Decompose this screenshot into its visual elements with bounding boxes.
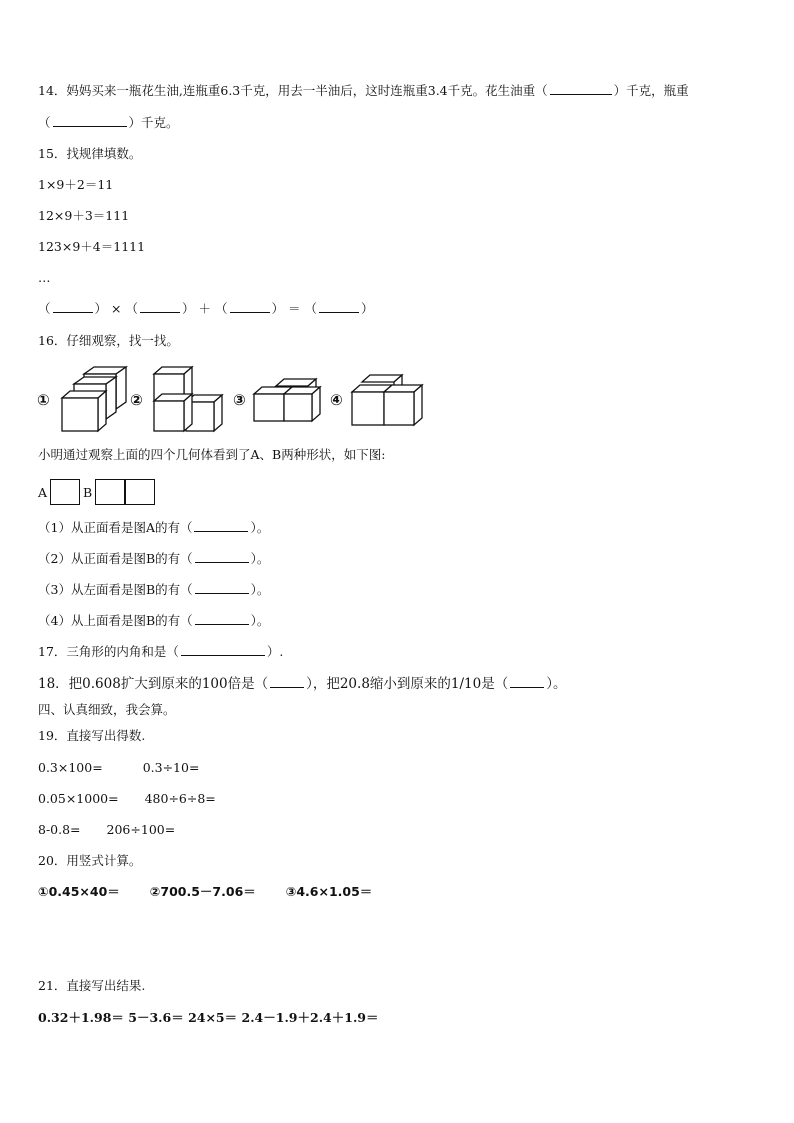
q16-desc: 小明通过观察上面的四个几何体看到了A、B两种形状，如下图: (38, 447, 386, 462)
paren-open: （ (215, 301, 228, 316)
q16-item-3-end: ）。 (250, 582, 270, 597)
q15-blank-2[interactable] (140, 300, 180, 313)
q21-title: 21．直接写出结果. (38, 978, 146, 993)
q16-item-4 (38, 612, 269, 630)
q18-blank-2[interactable] (510, 675, 544, 688)
q14-blank-oil[interactable] (550, 82, 612, 95)
cube-figures-diagram (36, 362, 436, 434)
q19-problem: 0.05×1000= (38, 791, 119, 806)
paren-close: ） (94, 301, 108, 316)
q15-blank-3[interactable] (230, 300, 270, 313)
q20-problem-1: ①0.45×40＝ (38, 884, 120, 899)
q17-text: 17．三角形的内角和是（ (38, 644, 179, 659)
q16-item-1-end: ）。 (250, 520, 270, 535)
q18-text-a: 18．把0.608扩大到原来的100倍是（ (38, 676, 269, 692)
shape-b-label: B (83, 485, 93, 500)
q16-item-4-end: ）。 (250, 613, 270, 628)
q16-figures (36, 362, 436, 438)
q18-text-b: ），把20.8缩小到原来的1/10是（ (306, 676, 509, 692)
q18 (38, 675, 566, 693)
plus-sign: ＋ (198, 301, 212, 316)
figure-label-3: ③ (233, 391, 246, 409)
q15-dots: … (38, 270, 51, 285)
q21-problems (38, 1009, 379, 1027)
q19-problem: 8-0.8= (38, 822, 81, 837)
q14-text-b: ）千克，瓶重 (613, 83, 689, 98)
q18-blank-1[interactable] (270, 675, 304, 688)
q16-title: 16．仔细观察，找一找。 (38, 333, 179, 348)
q16-item-2-text: （2）从正面看是图B的有（ (38, 551, 193, 566)
q20-title: 20．用竖式计算。 (38, 853, 142, 868)
paren-close: ） (271, 301, 285, 316)
q19-title: 19．直接写出得数. (38, 728, 146, 743)
q14-line2 (38, 114, 179, 132)
q16-item-1-text: （1）从正面看是图A的有（ (38, 520, 193, 535)
q21-problem-2: 5－3.6＝ (128, 1010, 184, 1025)
q19-problem: 0.3×100= (38, 760, 103, 775)
q16-blank-4[interactable] (195, 612, 249, 625)
figure-3-cubes (254, 379, 320, 421)
q17-blank[interactable] (181, 643, 265, 656)
figure-label-4: ④ (330, 391, 343, 409)
q20-problem-2: ②700.5－7.06＝ (149, 884, 256, 899)
q15-blank-1[interactable] (53, 300, 93, 313)
q20-problem-3: ③4.6×1.05＝ (285, 884, 373, 899)
paren-open: （ (38, 301, 51, 316)
q17 (38, 643, 283, 661)
shape-b-square-right (125, 479, 155, 505)
q21-problem-1: 0.32＋1.98＝ (38, 1010, 124, 1025)
q16-item-1 (38, 519, 269, 537)
q15-eq2: 12×9＋3＝111 (38, 208, 130, 223)
figure-4-cubes (352, 375, 422, 425)
q16-item-3 (38, 581, 269, 599)
q15-blank-4[interactable] (319, 300, 359, 313)
q16-item-3-text: （3）从左面看是图B的有（ (38, 582, 193, 597)
q19-problem: 206÷100= (106, 822, 176, 837)
q19-problem: 480÷6÷8= (144, 791, 216, 806)
shape-a-square (50, 479, 80, 505)
q15-title: 15．找规律填数。 (38, 146, 142, 161)
q19-row-3 (38, 821, 175, 839)
q14-text-d: ）千克。 (128, 115, 179, 130)
q14-text-a: 14．妈妈买来一瓶花生油,连瓶重6.3千克，用去一半油后，这时连瓶重3.4千克。花生油重（ (38, 83, 548, 98)
q21-problem-4: 2.4－1.9＋2.4＋1.9＝ (241, 1010, 379, 1025)
q14-line1 (38, 82, 689, 100)
q19-row-2 (38, 790, 216, 808)
q16-item-4-text: （4）从上面看是图B的有（ (38, 613, 193, 628)
figure-2-cubes (154, 367, 222, 431)
q16-item-2-end: ）。 (250, 551, 270, 566)
times-sign: × (111, 301, 122, 316)
q19-problem: 0.3÷10= (142, 760, 200, 775)
q16-blank-2[interactable] (195, 550, 249, 563)
q14-blank-bottle[interactable] (53, 114, 127, 127)
shape-b-square-left (95, 479, 125, 505)
q16-item-2 (38, 550, 269, 568)
q15-pattern-blanks (38, 300, 374, 318)
paren-close: ） (182, 301, 195, 316)
section-4-heading: 四、认真细致，我会算。 (38, 702, 176, 717)
q19-row-1 (38, 759, 199, 777)
figure-label-2: ② (130, 391, 143, 409)
paren-open: （ (125, 301, 138, 316)
q20-problems (38, 883, 372, 901)
q21-problem-3: 24×5＝ (188, 1010, 238, 1025)
paren-close: ） (361, 301, 374, 316)
q16-blank-3[interactable] (195, 581, 249, 594)
paren-open: （ (304, 301, 318, 316)
equals-sign: ＝ (288, 301, 301, 316)
figure-1-cubes (62, 367, 126, 431)
shape-a-label: A (38, 485, 48, 500)
q18-text-c: ）。 (546, 676, 567, 692)
q17-end: ）. (266, 644, 284, 659)
figure-label-1: ① (37, 391, 50, 409)
q14-text-c: （ (38, 115, 51, 130)
q16-blank-1[interactable] (194, 519, 248, 532)
q15-eq1: 1×9＋2＝11 (38, 177, 114, 192)
q15-eq3: 123×9＋4＝1111 (38, 239, 146, 254)
